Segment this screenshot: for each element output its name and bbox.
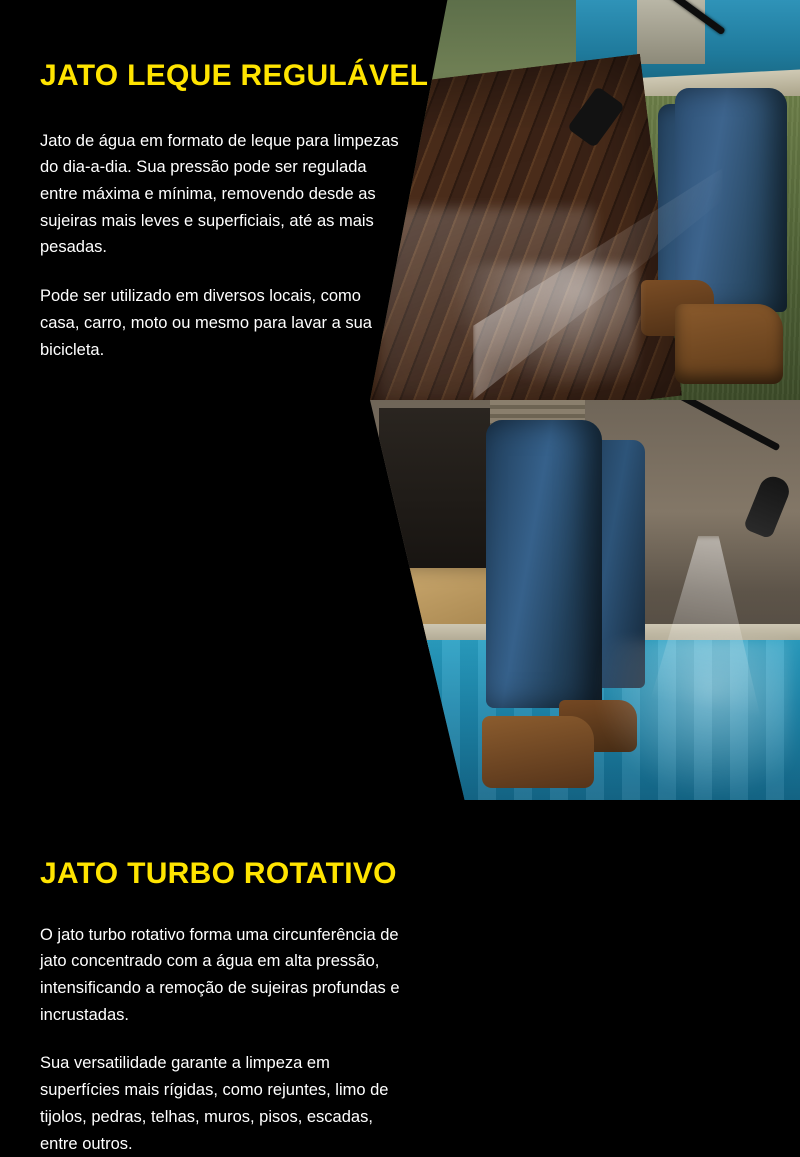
paragraph-jato-turbo-1: O jato turbo rotativo forma uma circunferência de jato concentrado com a água em alta pressão, intensificando a remoção de sujeiras profundas e incrustadas. [40, 925, 400, 1024]
fan-nozzle [567, 86, 625, 148]
boot-front [482, 716, 594, 788]
heading-jato-turbo: JATO TURBO ROTATIVO [40, 857, 397, 890]
boot-front [675, 304, 783, 384]
text-block-jato-turbo [40, 858, 440, 1157]
section-jato-leque-regulavel [0, 0, 800, 400]
paragraph-jato-leque-1: Jato de água em formato de leque para limpezas do dia-a-dia. Sua pressão pode ser regulada entre máxima e mínima, removendo desde as sujeiras mais leves e superficiais, até as mais pesadas. [40, 131, 399, 257]
person-leg-front [486, 420, 602, 708]
photo-jato-turbo-rotativo [370, 400, 800, 800]
section-jato-turbo-rotativo [0, 400, 800, 1153]
water-mist [439, 264, 637, 400]
paragraph-jato-leque-2: Pode ser utilizado em diversos locais, como casa, carro, moto ou mesmo para lavar a sua bicicleta. [40, 287, 372, 359]
water-mist [594, 640, 792, 800]
heading-jato-leque: JATO LEQUE REGULÁVEL [40, 59, 429, 92]
paragraph-jato-turbo-2: Sua versatilidade garante a limpeza em superfícies mais rígidas, como rejuntes, limo de tijolos, pedras, telhas, muros, pisos, escadas, entre outros. [40, 1054, 389, 1153]
doorway [379, 408, 491, 592]
pressure-washer-lance [568, 0, 783, 168]
text-block-jato-leque [40, 60, 440, 363]
